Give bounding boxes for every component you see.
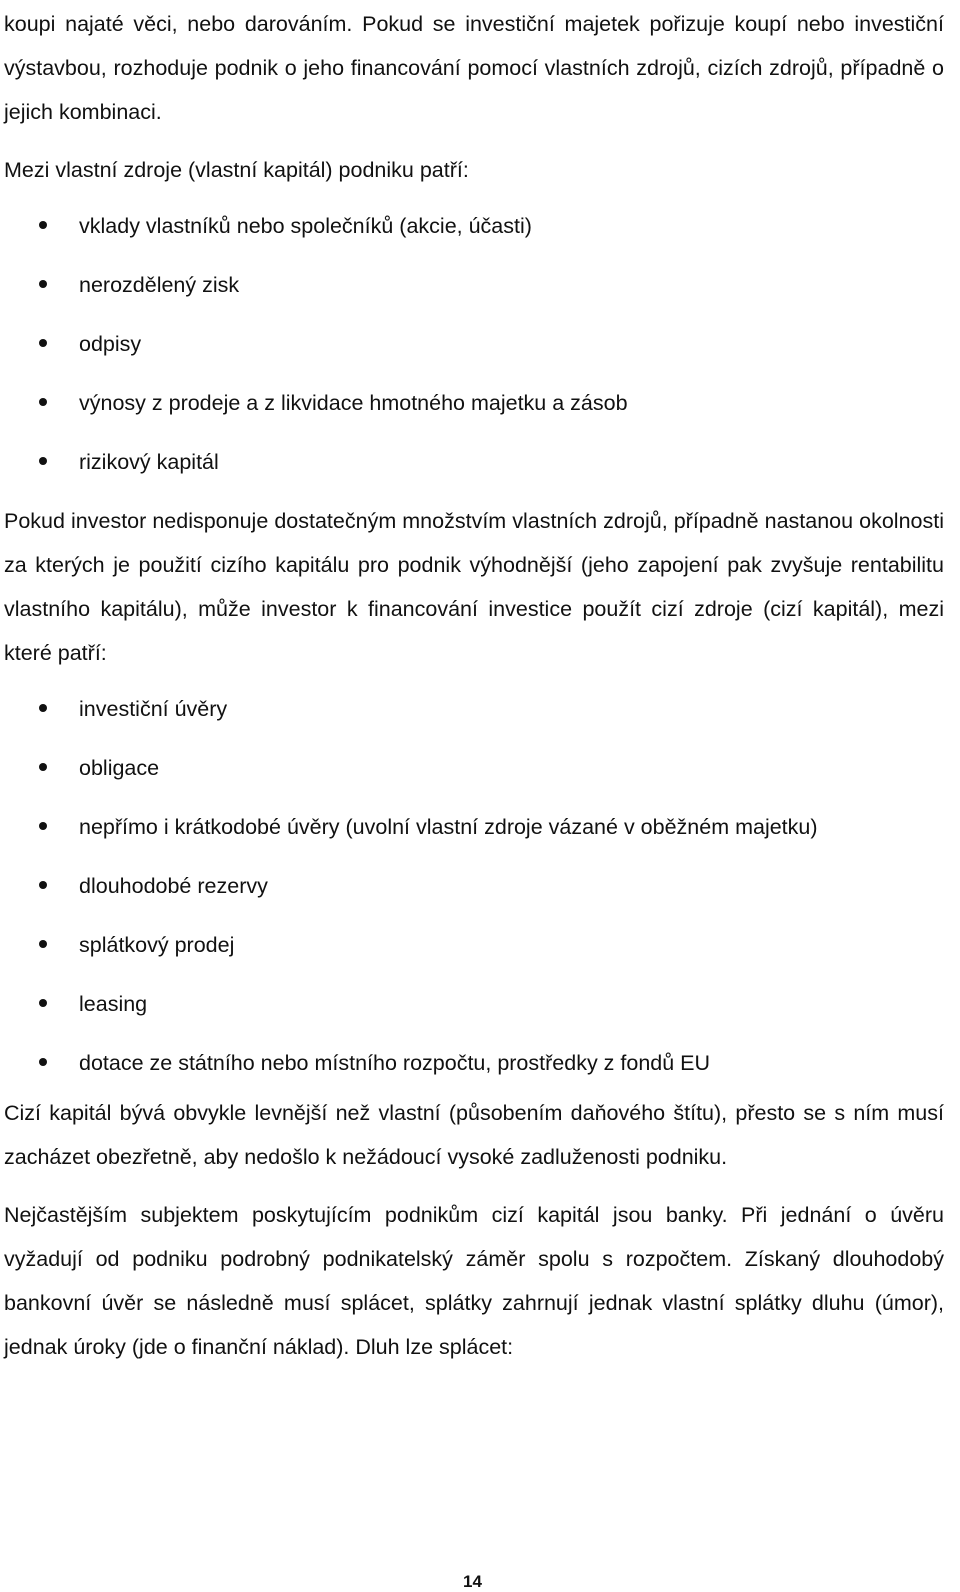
own-sources-list xyxy=(4,204,944,484)
list-item-text: dlouhodobé rezervy xyxy=(79,874,268,898)
bullet-icon xyxy=(39,704,47,712)
bullet-icon xyxy=(39,822,47,830)
list-item xyxy=(4,982,944,1026)
list-item-text: rizikový kapitál xyxy=(79,450,219,474)
list-item xyxy=(4,746,944,790)
list-item-text: obligace xyxy=(79,756,160,780)
list-item xyxy=(4,322,944,366)
list-item-text: odpisy xyxy=(79,332,142,356)
bullet-icon xyxy=(39,339,47,347)
paragraph-foreign-capital-note: Cizí kapitál bývá obvykle levnější než vlastní (působením daňového štítu), přesto se s ním musí zacházet obezřetně, aby nedošlo k nežádoucí vysoké zadluženosti podniku. xyxy=(4,1101,944,1169)
list-item xyxy=(4,440,944,484)
bullet-icon xyxy=(39,457,47,465)
list-item-text: dotace ze státního nebo místního rozpočtu, prostředky z fondů EU xyxy=(79,1051,711,1075)
list-item-text: vklady vlastníků nebo společníků (akcie, účasti) xyxy=(79,214,532,238)
list-item xyxy=(4,204,944,248)
bullet-icon xyxy=(39,940,47,948)
list-item xyxy=(4,923,944,967)
paragraph-banks: Nejčastějším subjektem poskytujícím podnikům cizí kapitál jsou banky. Při jednání o úvěru vyžadují od podniku podrobný podnikatelský záměr spolu s rozpočtem. Získaný dlouhodobý bankovní úvěr se následně musí splácet, splátky zahrnují jednak vlastní splátky dluhu (úmor), jednak úroky (jde o finanční náklad). Dluh lze splácet: xyxy=(4,1203,944,1359)
list-item-text: investiční úvěry xyxy=(79,697,228,721)
page-number: 14 xyxy=(463,1572,482,1591)
bullet-icon xyxy=(39,398,47,406)
list-item xyxy=(4,687,944,731)
list-item-text: výnosy z prodeje a z likvidace hmotného majetku a zásob xyxy=(79,391,628,415)
bullet-icon xyxy=(39,881,47,889)
list-item-text: nepřímo i krátkodobé úvěry (uvolní vlastní zdroje vázané v oběžném majetku) xyxy=(79,815,818,839)
paragraph-foreign-sources-lead: Pokud investor nedisponuje dostatečným množstvím vlastních zdrojů, případně nastanou okolnosti za kterých je použití cizího kapitálu pro podnik výhodnější (jeho zapojení pak zvyšuje rentabilitu vlastního kapitálu), může investor k financování investice použít cizí zdroje (cizí kapitál), mezi které patří: xyxy=(4,509,944,665)
list-item xyxy=(4,805,944,849)
bullet-icon xyxy=(39,999,47,1007)
foreign-sources-list xyxy=(4,687,944,1085)
list-item xyxy=(4,263,944,307)
list-item-text: nerozdělený zisk xyxy=(79,273,240,297)
document-page xyxy=(4,0,944,1369)
paragraph-intro: koupi najaté věci, nebo darováním. Pokud se investiční majetek pořizuje koupí nebo investiční výstavbou, rozhoduje podnik o jeho financování pomocí vlastních zdrojů, cizích zdrojů, případně o jejich kombinaci. xyxy=(4,12,944,124)
bullet-icon xyxy=(39,221,47,229)
paragraph-own-sources-lead: Mezi vlastní zdroje (vlastní kapitál) podniku patří: xyxy=(4,158,469,182)
list-item xyxy=(4,864,944,908)
bullet-icon xyxy=(39,280,47,288)
list-item xyxy=(4,1041,944,1085)
list-item xyxy=(4,381,944,425)
list-item-text: splátkový prodej xyxy=(79,933,235,957)
list-item-text: leasing xyxy=(79,992,148,1016)
bullet-icon xyxy=(39,1058,47,1066)
bullet-icon xyxy=(39,763,47,771)
